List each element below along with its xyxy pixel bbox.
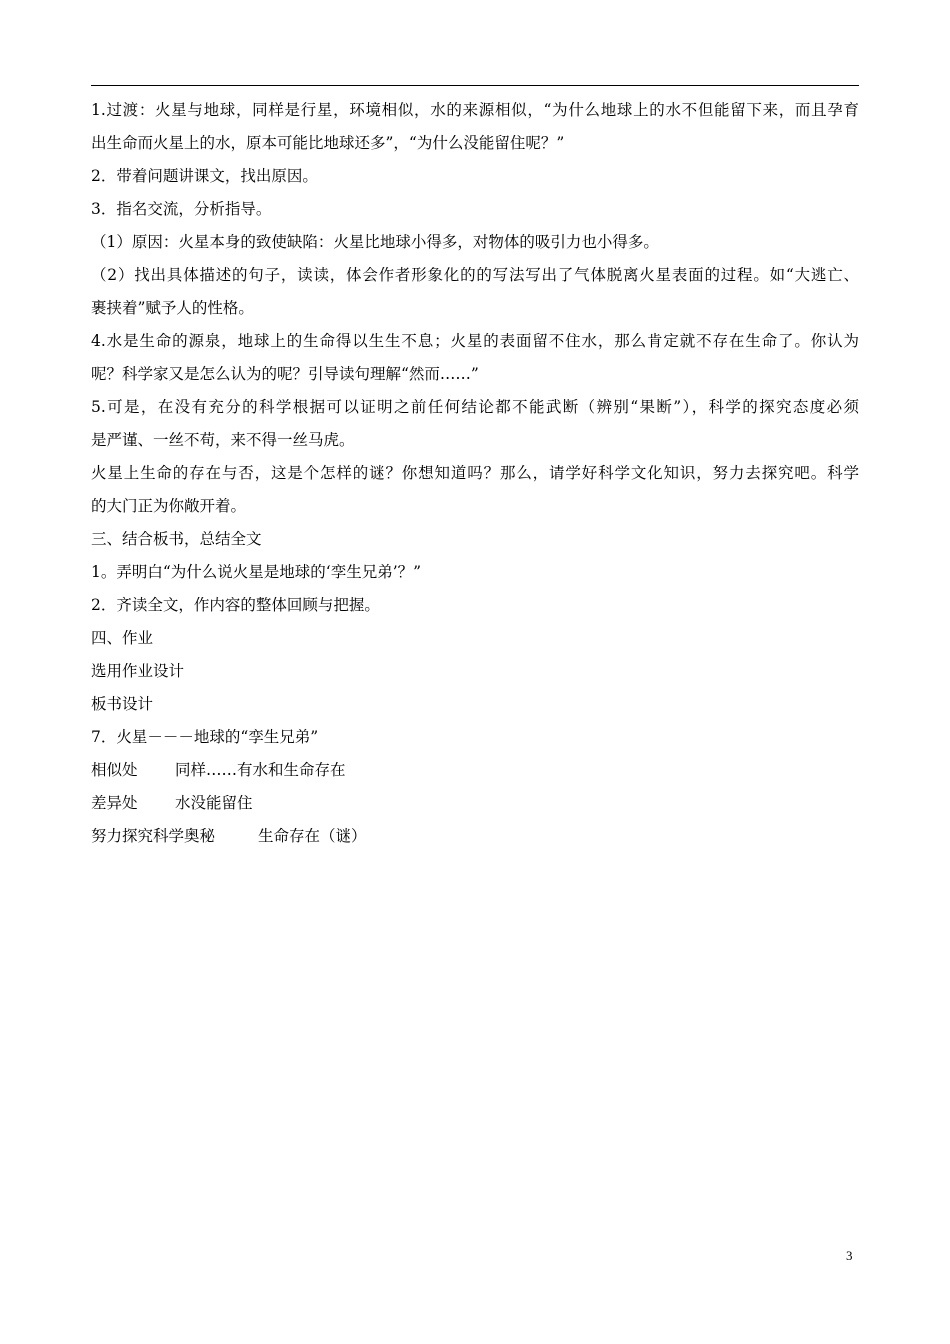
board-row <box>91 787 859 820</box>
paragraph-line: （2）找出具体描述的句子，读读，体会作者形象化的的写法写出了气体脱离火星表面的过程。如“大逃亡、 <box>91 266 859 284</box>
board-design-heading: 板书设计 <box>91 695 154 713</box>
section-heading: 三、结合板书，总结全文 <box>91 530 262 548</box>
paragraph-line: 是严谨、一丝不苟，来不得一丝马虎。 <box>91 431 355 449</box>
paragraph-line: 2．齐读全文，作内容的整体回顾与把握。 <box>91 596 380 614</box>
board-row-value: 生命存在（谜） <box>258 827 367 845</box>
board-title: 7．火星－－－地球的“孪生兄弟” <box>91 728 319 746</box>
paragraph-line: 裹挟着”赋予人的性格。 <box>91 299 254 317</box>
paragraph-line: 呢？科学家又是怎么认为的呢？引导读句理解“然而……” <box>91 365 479 383</box>
page-number: 3 <box>846 1248 853 1263</box>
board-row-label: 差异处 <box>91 794 138 812</box>
paragraph-line: 选用作业设计 <box>91 662 185 680</box>
paragraph-line: 1。弄明白“为什么说火星是地球的‘孪生兄弟’？” <box>91 563 422 581</box>
body-text <box>91 94 859 853</box>
board-row <box>91 820 859 853</box>
paragraph-line: 火星上生命的存在与否，这是个怎样的谜？你想知道吗？那么，请学好科学文化知识，努力去探究吧。科学 <box>91 464 859 482</box>
paragraph-line: 3．指名交流，分析指导。 <box>91 200 272 218</box>
board-row-value: 同样……有水和生命存在 <box>175 761 346 779</box>
paragraph-line: 5.可是，在没有充分的科学根据可以证明之前任何结论都不能武断（辨别“果断”），科学的探究态度必须 <box>91 398 859 416</box>
paragraph-line: 的大门正为你敞开着。 <box>91 497 247 515</box>
board-row-label: 努力探究科学奥秘 <box>91 827 216 845</box>
paragraph-line: 出生命而火星上的水，原本可能比地球还多”，“为什么没能留住呢？” <box>91 134 565 152</box>
board-row-value: 水没能留住 <box>175 794 253 812</box>
header-rule <box>91 85 859 86</box>
paragraph-line: 1.过渡：火星与地球，同样是行星，环境相似，水的来源相似，“为什么地球上的水不但能留下来，而且孕育 <box>91 101 859 119</box>
paragraph-line: 2．带着问题讲课文，找出原因。 <box>91 167 318 185</box>
paragraph-line: （1）原因：火星本身的致使缺陷：火星比地球小得多，对物体的吸引力也小得多。 <box>91 233 659 251</box>
board-row-label: 相似处 <box>91 761 138 779</box>
paragraph-line: 4.水是生命的源泉，地球上的生命得以生生不息；火星的表面留不住水，那么肯定就不存在生命了。你认为 <box>91 332 859 350</box>
section-heading: 四、作业 <box>91 629 154 647</box>
board-row <box>91 754 859 787</box>
